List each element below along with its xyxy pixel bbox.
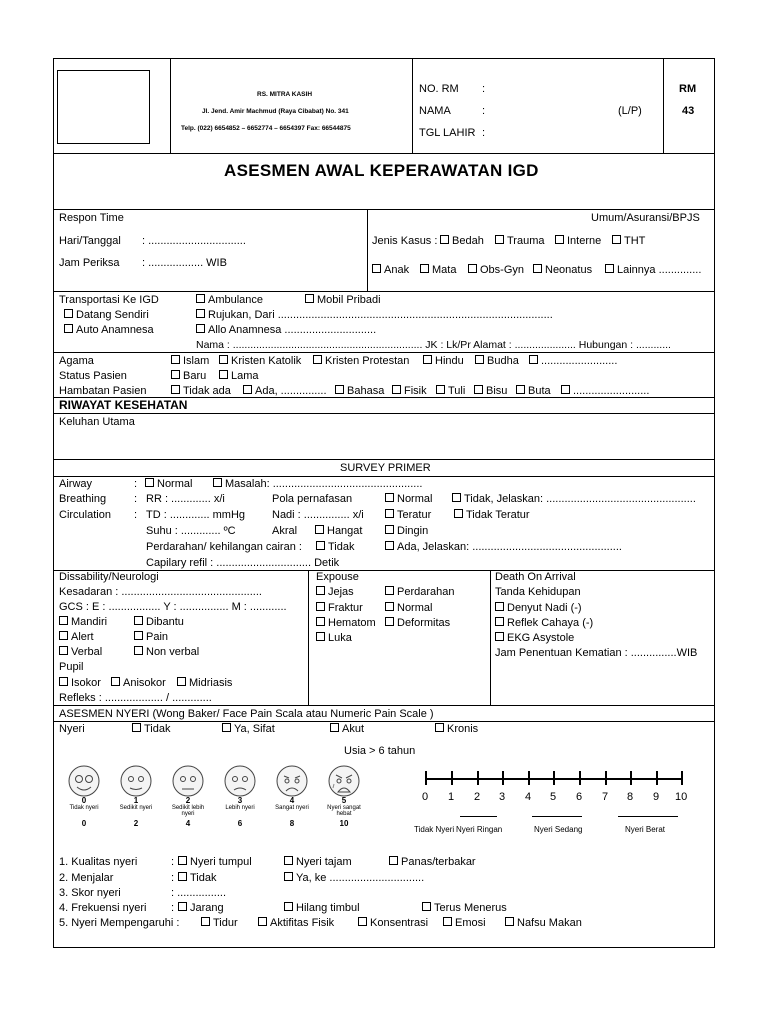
expouse-deformitas[interactable]: Deformitas: [385, 617, 450, 630]
expouse-label: Expouse: [316, 571, 359, 583]
checkbox[interactable]: [59, 616, 68, 625]
checkbox[interactable]: [59, 677, 68, 686]
jam-periksa-field[interactable]: : .................. WIB: [142, 257, 227, 269]
pola-normal[interactable]: Normal: [385, 493, 432, 506]
jam-periksa-label: Jam Periksa: [59, 257, 120, 269]
checkbox[interactable]: [385, 602, 394, 611]
survey-heading: SURVEY PRIMER: [340, 462, 431, 474]
agama-lainnya[interactable]: .........................: [529, 355, 617, 368]
wong-baker-scale: [62, 763, 362, 835]
scale-label-ringan: Nyeri Ringan: [456, 825, 503, 834]
suhu-field[interactable]: Suhu : ............. ºC: [146, 525, 236, 537]
checkbox[interactable]: [213, 478, 222, 487]
nyeri-akut[interactable]: Akut: [330, 723, 364, 736]
opt-auto-anamnesa[interactable]: Auto Anamnesa: [64, 324, 154, 337]
checkbox[interactable]: [178, 856, 187, 865]
checkbox[interactable]: [132, 723, 141, 732]
checkbox[interactable]: [171, 370, 180, 379]
nyeri-tidak[interactable]: Tidak: [132, 723, 171, 736]
pola-tidak[interactable]: Tidak, Jelaskan: .................................................: [452, 493, 696, 506]
hambatan-ada[interactable]: Ada, ...............: [243, 385, 327, 398]
checkbox[interactable]: [495, 632, 504, 641]
checkbox[interactable]: [335, 385, 344, 394]
nama-colon: :: [482, 105, 486, 117]
neuro-non-verbal[interactable]: Non verbal: [134, 646, 199, 659]
checkbox[interactable]: [178, 902, 187, 911]
agama-label: Agama: [59, 355, 94, 367]
perdarahan-ada[interactable]: Ada, Jelaskan: .................................................: [385, 541, 622, 554]
checkbox[interactable]: [219, 370, 228, 379]
hambatan-buta[interactable]: Buta: [516, 385, 551, 398]
face-label: Tidak nyeri: [69, 805, 99, 811]
kasus-bedah[interactable]: Bedah: [440, 235, 484, 248]
checkbox[interactable]: [389, 856, 398, 865]
pupil-isokor[interactable]: Isokor: [59, 677, 101, 690]
checkbox[interactable]: [243, 385, 252, 394]
nadi-tidak-teratur[interactable]: Tidak Teratur: [454, 509, 530, 522]
akral-hangat[interactable]: Hangat: [315, 525, 362, 538]
nadi-teratur[interactable]: Teratur: [385, 509, 431, 522]
airway-colon: :: [134, 478, 138, 490]
checkbox[interactable]: [111, 677, 120, 686]
checkbox[interactable]: [316, 602, 325, 611]
checkbox[interactable]: [612, 235, 621, 244]
face-bottom-num: 10: [339, 819, 349, 828]
gcs-field[interactable]: GCS : E : ................. Y : ................ M : ............: [59, 601, 287, 613]
scale-label-sedang: Nyeri Sedang: [534, 825, 583, 834]
perdarahan-label: Perdarahan/ kehilangan cairan :: [146, 541, 302, 553]
pola-label: Pola pernafasan: [272, 493, 353, 505]
akral-label: Akral: [272, 525, 298, 537]
checkbox[interactable]: [219, 355, 228, 364]
q2-tidak[interactable]: Tidak: [178, 872, 217, 885]
nyeri-kronis[interactable]: Kronis: [435, 723, 478, 736]
status-baru[interactable]: Baru: [171, 370, 206, 383]
q3-field[interactable]: : ................: [171, 887, 227, 899]
checkbox[interactable]: [196, 294, 205, 303]
lp-label: (L/P): [618, 105, 642, 117]
expouse-normal[interactable]: Normal: [385, 602, 432, 615]
checkbox[interactable]: [171, 385, 180, 394]
checkbox[interactable]: [316, 541, 325, 550]
scale-number: 0: [422, 791, 429, 803]
nadi-field[interactable]: Nadi : ............... x/i: [272, 509, 364, 521]
checkbox[interactable]: [358, 917, 367, 926]
face-top-num: 4: [289, 796, 295, 805]
checkbox[interactable]: [305, 294, 314, 303]
checkbox[interactable]: [222, 723, 231, 732]
breathing-colon: :: [134, 493, 138, 505]
checkbox[interactable]: [452, 493, 461, 502]
hambatan-lainnya[interactable]: .........................: [561, 385, 649, 398]
capilary-field[interactable]: Capilary refil : ............................... Detik: [146, 557, 340, 569]
assessment-form: [53, 58, 715, 948]
checkbox[interactable]: [313, 355, 322, 364]
hospital-phone: Telp. (022) 6654852 – 6652774 – 6654397 Fax: 66544875: [181, 125, 351, 132]
tgl-lahir-label: TGL LAHIR: [419, 127, 476, 139]
pupil-midriasis[interactable]: Midriasis: [177, 677, 232, 690]
q2-label: 2. Menjalar: [59, 872, 114, 884]
checkbox[interactable]: [64, 309, 73, 318]
checkbox[interactable]: [392, 385, 401, 394]
scale-number: 3: [499, 791, 506, 803]
checkbox[interactable]: [385, 509, 394, 518]
agama-islam[interactable]: Islam: [171, 355, 209, 368]
checkbox[interactable]: [385, 525, 394, 534]
hambatan-bisu[interactable]: Bisu: [474, 385, 507, 398]
checkbox[interactable]: [474, 385, 483, 394]
hospital-address: Jl. Jend. Amir Machmud (Raya Cibabat) No. 341: [202, 108, 349, 115]
opt-mobil-pribadi[interactable]: Mobil Pribadi: [305, 294, 381, 307]
pupil-label: Pupil: [59, 661, 84, 673]
checkbox[interactable]: [533, 264, 542, 273]
tanda-kehidupan-label: Tanda Kehidupan: [495, 586, 581, 598]
face-top-num: 1: [133, 796, 139, 805]
face-bottom-num: 4: [185, 819, 191, 828]
checkbox[interactable]: [134, 631, 143, 640]
checkbox[interactable]: [495, 617, 504, 626]
checkbox[interactable]: [605, 264, 614, 273]
checkbox[interactable]: [372, 264, 381, 273]
scale-number: 10: [675, 791, 688, 803]
q5-label: 5. Nyeri Mempengaruhi :: [59, 917, 180, 929]
expouse-perdarahan[interactable]: Perdarahan: [385, 586, 455, 599]
kasus-mata[interactable]: Mata: [420, 264, 456, 277]
checkbox[interactable]: [315, 525, 324, 534]
face-label: Nyeri sangat hebat: [327, 805, 361, 817]
scale-number: 6: [576, 791, 583, 803]
expouse-fraktur[interactable]: Fraktur: [316, 602, 363, 615]
nyeri-label: Nyeri: [59, 723, 85, 735]
checkbox[interactable]: [316, 617, 325, 626]
hari-tanggal-field[interactable]: : ................................: [142, 235, 246, 247]
face-label: Sedikit nyeri: [119, 805, 153, 811]
q2-ya[interactable]: Ya, ke ...............................: [284, 872, 424, 885]
hambatan-tuli[interactable]: Tuli: [436, 385, 465, 398]
airway-label: Airway: [59, 478, 93, 490]
checkbox[interactable]: [196, 309, 205, 318]
q4-label: 4. Frekuensi nyeri: [59, 902, 147, 914]
checkbox[interactable]: [385, 541, 394, 550]
face-label: Sedikit lebih nyeri: [171, 805, 205, 817]
death-reflek[interactable]: Reflek Cahaya (-): [495, 617, 593, 630]
kasus-obsgyn[interactable]: Obs-Gyn: [468, 264, 524, 277]
checkbox[interactable]: [436, 385, 445, 394]
face-bottom-num: 2: [133, 819, 139, 828]
q5-aktifitas[interactable]: Aktifitas Fisik: [258, 917, 334, 930]
riwayat-heading: RIWAYAT KESEHATAN: [59, 398, 188, 412]
expouse-jejas[interactable]: Jejas: [316, 586, 354, 599]
face-top-num: 3: [237, 796, 243, 805]
scale-number: 2: [474, 791, 481, 803]
circulation-colon: :: [134, 509, 138, 521]
hospital-name: RS. MITRA KASIH: [257, 91, 313, 98]
checkbox[interactable]: [385, 617, 394, 626]
face-3-icon: [225, 766, 255, 796]
rr-field[interactable]: RR : ............. x/i: [146, 493, 225, 505]
neuro-verbal[interactable]: Verbal: [59, 646, 102, 659]
checkbox[interactable]: [443, 917, 452, 926]
kasus-neonatus[interactable]: Neonatus: [533, 264, 592, 277]
checkbox[interactable]: [505, 917, 514, 926]
agama-hindu[interactable]: Hindu: [423, 355, 464, 368]
tgl-lahir-colon: :: [482, 127, 486, 139]
checkbox[interactable]: [516, 385, 525, 394]
scale-label-berat: Nyeri Berat: [625, 825, 666, 834]
q4-terus-menerus[interactable]: Terus Menerus: [422, 902, 507, 915]
checkbox[interactable]: [201, 917, 210, 926]
td-field[interactable]: TD : ............. mmHg: [146, 509, 246, 521]
death-denyut[interactable]: Denyut Nadi (-): [495, 602, 582, 615]
face-label: Sangat nyeri: [275, 805, 309, 811]
checkbox[interactable]: [59, 631, 68, 640]
no-rm-colon: :: [482, 83, 486, 95]
logo-box: [57, 70, 150, 144]
face-bottom-num: 8: [289, 819, 295, 828]
neuro-label: Dissability/Neurologi: [59, 571, 159, 583]
kasus-tht[interactable]: THT: [612, 235, 645, 248]
refleks-field[interactable]: Refleks : ................... / .............: [59, 692, 212, 704]
kesadaran-field[interactable]: Kesadaran : ..............................................: [59, 586, 262, 598]
airway-normal[interactable]: Normal: [145, 478, 192, 491]
checkbox[interactable]: [284, 856, 293, 865]
face-label: Lebih nyeri: [225, 805, 255, 811]
checkbox[interactable]: [468, 264, 477, 273]
opt-ambulance[interactable]: Ambulance: [196, 294, 263, 307]
checkbox[interactable]: [495, 602, 504, 611]
q1-colon: :: [171, 856, 175, 868]
hambatan-tidak-ada[interactable]: Tidak ada: [171, 385, 231, 398]
agama-katolik[interactable]: Kristen Katolik: [219, 355, 301, 368]
face-0-icon: [69, 766, 99, 796]
checkbox[interactable]: [435, 723, 444, 732]
checkbox[interactable]: [385, 493, 394, 502]
nyeri-ya[interactable]: Ya, Sifat: [222, 723, 275, 736]
checkbox[interactable]: [475, 355, 484, 364]
opt-datang-sendiri[interactable]: Datang Sendiri: [64, 309, 149, 322]
scale-number: 1: [448, 791, 455, 803]
scale-number: 5: [550, 791, 557, 803]
kasus-lainnya[interactable]: Lainnya ..............: [605, 264, 701, 277]
respon-time-label: Respon Time: [59, 212, 124, 224]
jenis-kasus-label: Jenis Kasus :: [372, 235, 438, 247]
checkbox[interactable]: [422, 902, 431, 911]
agama-protestan[interactable]: Kristen Protestan: [313, 355, 409, 368]
payer-label: Umum/Asuransi/BPJS: [591, 212, 700, 224]
transport-label: Transportasi Ke IGD: [59, 294, 159, 306]
expouse-hematom[interactable]: Hematom: [316, 617, 376, 630]
hari-tanggal-label: Hari/Tanggal: [59, 235, 121, 247]
q1-panas[interactable]: Panas/terbakar: [389, 856, 476, 869]
checkbox[interactable]: [134, 646, 143, 655]
checkbox[interactable]: [284, 872, 293, 881]
neuro-alert[interactable]: Alert: [59, 631, 94, 644]
perdarahan-tidak[interactable]: Tidak: [316, 541, 355, 554]
opt-allo-anamnesa[interactable]: Allo Anamnesa ..............................: [196, 324, 376, 337]
neuro-dibantu[interactable]: Dibantu: [134, 616, 184, 629]
agama-budha[interactable]: Budha: [475, 355, 519, 368]
checkbox[interactable]: [420, 264, 429, 273]
q5-nafsu-makan[interactable]: Nafsu Makan: [505, 917, 582, 930]
checkbox[interactable]: [59, 646, 68, 655]
face-2-icon: [173, 766, 203, 796]
face-top-num: 5: [341, 796, 347, 805]
checkbox[interactable]: [177, 677, 186, 686]
checkbox[interactable]: [178, 872, 187, 881]
neuro-mandiri[interactable]: Mandiri: [59, 616, 107, 629]
q1-label: 1. Kualitas nyeri: [59, 856, 138, 868]
scale-number: 8: [627, 791, 634, 803]
no-rm-label: NO. RM: [419, 83, 459, 95]
kasus-anak[interactable]: Anak: [372, 264, 409, 277]
checkbox[interactable]: [171, 355, 180, 364]
q2-colon: :: [171, 872, 175, 884]
checkbox[interactable]: [196, 324, 205, 333]
q4-colon: :: [171, 902, 175, 914]
checkbox[interactable]: [284, 902, 293, 911]
checkbox[interactable]: [316, 632, 325, 641]
q3-label: 3. Skor nyeri: [59, 887, 121, 899]
usia-label: Usia > 6 tahun: [344, 745, 416, 757]
keluhan-utama-label: Keluhan Utama: [59, 416, 135, 428]
numeric-pain-scale: [414, 765, 690, 841]
rm-number: 43: [682, 105, 695, 117]
checkbox[interactable]: [145, 478, 154, 487]
q5-tidur[interactable]: Tidur: [201, 917, 238, 930]
q1-tajam[interactable]: Nyeri tajam: [284, 856, 352, 869]
hambatan-bahasa[interactable]: Bahasa: [335, 385, 384, 398]
face-bottom-num: 0: [81, 819, 87, 828]
scale-number: 4: [525, 791, 532, 803]
nama-label: NAMA: [419, 105, 451, 117]
companion-line[interactable]: Nama : ................................................................. JK : Lk/Pr Alamat : ..................... Hubungan : ............: [196, 339, 671, 351]
opt-rujukan[interactable]: Rujukan, Dari ..........................................................................................: [196, 309, 553, 322]
akral-dingin[interactable]: Dingin: [385, 525, 428, 538]
face-bottom-num: 6: [237, 819, 243, 828]
status-lama[interactable]: Lama: [219, 370, 259, 383]
checkbox[interactable]: [316, 586, 325, 595]
q5-konsentrasi[interactable]: Konsentrasi: [358, 917, 428, 930]
q5-emosi[interactable]: Emosi: [443, 917, 486, 930]
face-4-icon: [277, 766, 307, 796]
checkbox[interactable]: [440, 235, 449, 244]
hambatan-label: Hambatan Pasien: [59, 385, 147, 397]
pupil-anisokor[interactable]: Anisokor: [111, 677, 166, 690]
checkbox[interactable]: [529, 355, 538, 364]
airway-masalah[interactable]: Masalah: .................................................: [213, 478, 422, 491]
neuro-pain[interactable]: Pain: [134, 631, 168, 644]
checkbox[interactable]: [385, 586, 394, 595]
death-label: Death On Arrival: [495, 571, 576, 583]
breathing-label: Breathing: [59, 493, 107, 505]
kasus-interne[interactable]: Interne: [555, 235, 601, 248]
scale-label-tidak-nyeri: Tidak Nyeri: [414, 825, 455, 834]
q4-hilang-timbul[interactable]: Hilang timbul: [284, 902, 360, 915]
checkbox[interactable]: [555, 235, 564, 244]
expouse-luka[interactable]: Luka: [316, 632, 352, 645]
nyeri-heading: ASESMEN NYERI (Wong Baker/ Face Pain Scala atau Numeric Pain Scale ): [59, 708, 434, 720]
status-pasien-label: Status Pasien: [59, 370, 127, 382]
page-title: ASESMEN AWAL KEPERAWATAN IGD: [224, 161, 539, 180]
checkbox[interactable]: [134, 616, 143, 625]
q1-tumpul[interactable]: Nyeri tumpul: [178, 856, 252, 869]
hambatan-fisik[interactable]: Fisik: [392, 385, 427, 398]
jam-kematian-field[interactable]: Jam Penentuan Kematian : ...............WIB: [495, 647, 698, 659]
circulation-label: Circulation: [59, 509, 111, 521]
checkbox[interactable]: [454, 509, 463, 518]
scale-number: 9: [653, 791, 660, 803]
death-ekg[interactable]: EKG Asystole: [495, 632, 574, 645]
rm-code: RM: [679, 83, 697, 95]
scale-number: 7: [602, 791, 609, 803]
kasus-trauma[interactable]: Trauma: [495, 235, 545, 248]
face-1-icon: [121, 766, 151, 796]
checkbox[interactable]: [258, 917, 267, 926]
checkbox[interactable]: [495, 235, 504, 244]
checkbox[interactable]: [423, 355, 432, 364]
checkbox[interactable]: [561, 385, 570, 394]
checkbox[interactable]: [64, 324, 73, 333]
face-5-icon: [329, 766, 359, 796]
face-top-num: 2: [185, 796, 191, 805]
face-top-num: 0: [81, 796, 87, 805]
q4-jarang[interactable]: Jarang: [178, 902, 224, 915]
checkbox[interactable]: [330, 723, 339, 732]
